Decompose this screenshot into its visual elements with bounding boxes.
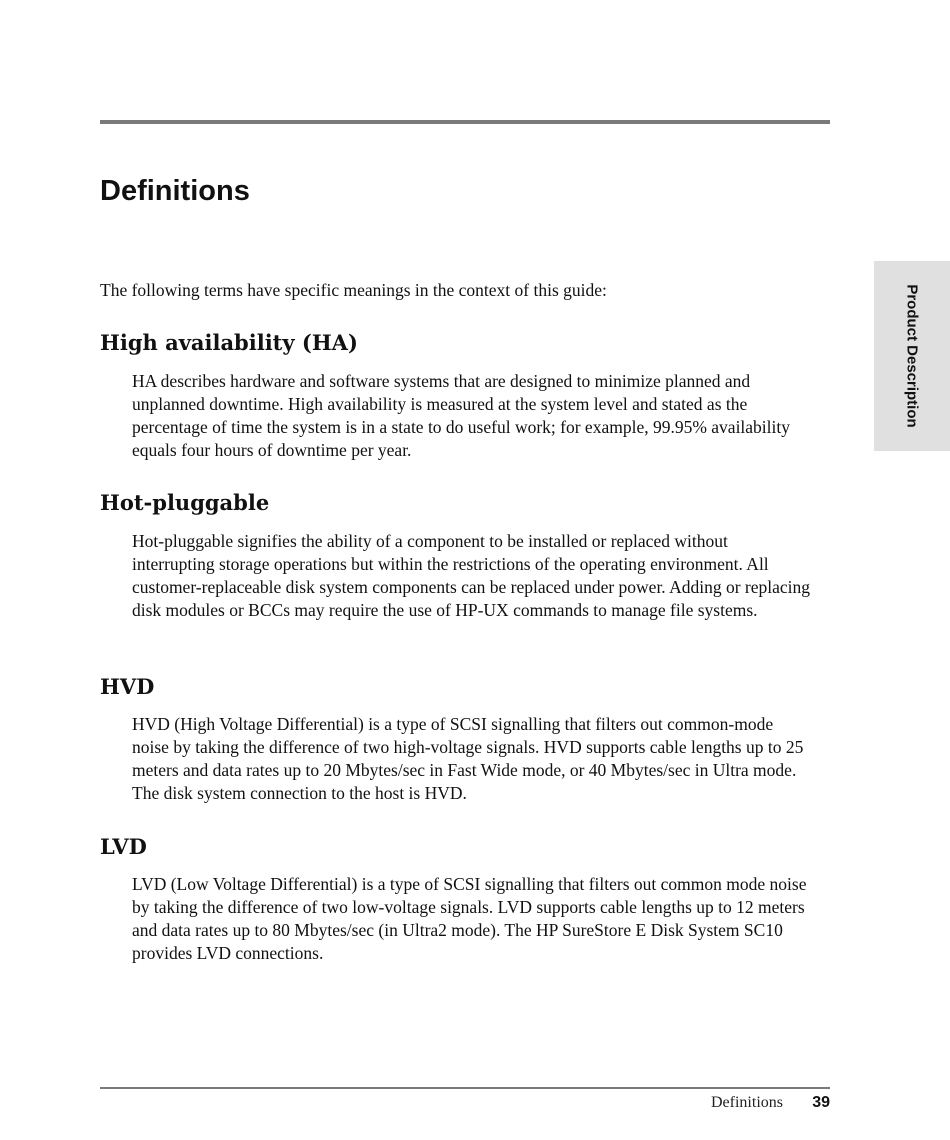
footer-section-name: Definitions [711,1094,783,1111]
term-heading-hvd: HVD [100,674,155,699]
term-heading-hot-pluggable: Hot-pluggable [100,490,270,515]
definition-high-availability: HA describes hardware and software systems that are designed to minimize planned and unplanned downtime. High availability is measured at the system level and stated as the percentage of time the system is in a state to do useful work; for example, 99.95% availability equals four hours of downtime per year. [132,371,791,460]
bottom-rule [100,1087,830,1089]
term-heading-high-availability: High availability (HA) [100,330,358,355]
page-title: Definitions [100,175,250,207]
top-rule [100,120,830,124]
side-tab-label: Product Description [903,284,921,428]
footer-page-number: 39 [812,1094,830,1111]
definition-hot-pluggable: Hot-pluggable signifies the ability of a component to be installed or replaced without interrupting storage operations but within the restrictions of the operating environment. All customer-replaceable disk system components can be replaced under power. Adding or replacing disk modules or BCCs may require the use of HP-UX commands to manage file systems. [132,531,811,620]
definition-lvd: LVD (Low Voltage Differential) is a type of SCSI signalling that filters out common mode noise by taking the difference of two low-voltage signals. LVD supports cable lengths up to 12 meters and data rates up to 80 Mbytes/sec (in Ultra2 mode). The HP SureStore E Disk System SC10 provides LVD connections. [132,874,807,963]
intro-paragraph: The following terms have specific meanings in the context of this guide: [100,280,607,300]
term-heading-lvd: LVD [100,834,147,859]
side-tab [874,261,950,451]
definition-hvd: HVD (High Voltage Differential) is a type of SCSI signalling that filters out common-mode noise by taking the difference of two high-voltage signals. HVD supports cable lengths up to 25 meters and data rates up to 20 Mbytes/sec in Fast Wide mode, or 40 Mbytes/sec in Ultra mode. The disk system connection to the host is HVD. [132,714,804,803]
